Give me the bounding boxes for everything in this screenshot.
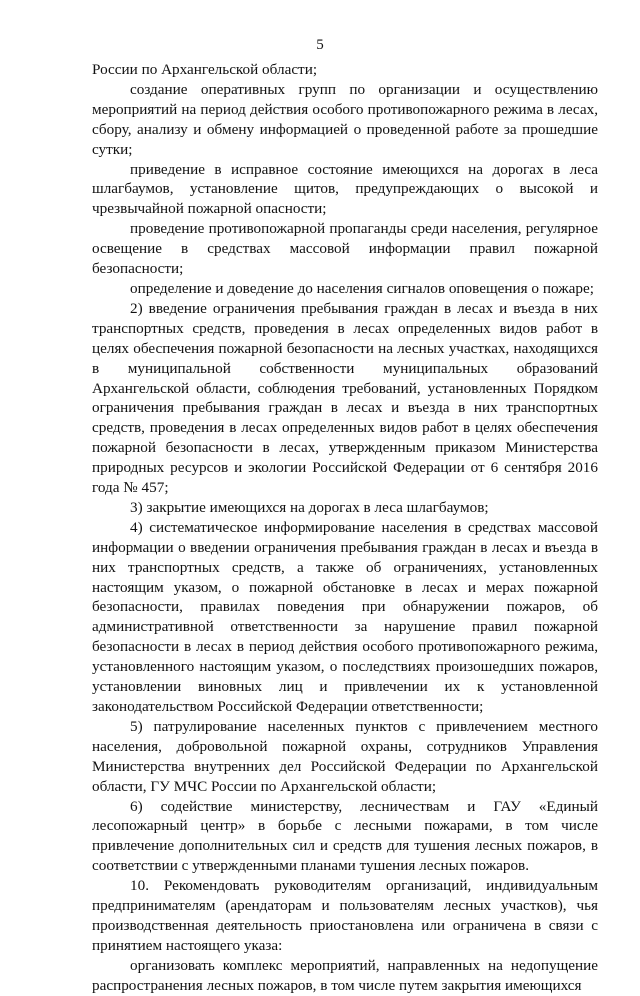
paragraph: определение и доведение до населения сигналов оповещения о пожаре; <box>130 279 594 297</box>
paragraph: организовать комплекс мероприятий, направленных на недопущение распространения лесных пожаров, в том числе путем закрытия имеющихся <box>92 956 598 994</box>
paragraph: 6) содействие министерству, лесничествам и ГАУ «Единый лесопожарный центр» в борьбе с лесными пожарами, в том числе привлечение дополнительных сил и средств для тушения лесных пожаров, в соответствии с утвержденными планами тушения лесных пожаров. <box>92 797 598 875</box>
paragraph: 4) систематическое информирование населения в средствах массовой информации о введении ограничения пребывания граждан в лесах и въезда в них транспортных средств, а также об ограничениях, установленных настоящим указом, о пожарной обстановке в лесах и мерах пожарной безопасности, правилах поведения при обнаружении пожаров, об административной ответственности за нарушение правил пожарной безопасности в лесах в период действия особого противопожарного режима, установленного настоящим указом, о последствиях произошедших пожаров, установлении виновных лиц и привлечении их к установленной законодательством Российской Федерации ответственности; <box>92 518 598 715</box>
paragraph: 2) введение ограничения пребывания граждан в лесах и въезда в них транспортных средств, проведения в лесах определенных видов работ в целях обеспечения пожарной безопасности на лесных участках, находящихся в муниципальной собственности муниципальных образований Архангельской области, соблюдения требований, установленных Порядком ограничения пребывания граждан в лесах и въезда в них транспортных средств, проведения в лесах определенных видов работ в целях обеспечения пожарной безопасности в лесах, утвержденным приказом Министерства природных ресурсов и экологии Российской Федерации от 6 сентября 2016 года № 457; <box>92 299 598 497</box>
paragraph: России по Архангельской области; <box>92 61 318 78</box>
paragraph: 10. Рекомендовать руководителям организаций, индивидуальным предпринимателям (арендаторам и пользователям лесных участков), чья производственная деятельность приостановлена или ограничена в связи с принятием настоящего указа: <box>92 877 598 954</box>
page-number: 5 <box>316 37 324 53</box>
document-body <box>92 60 598 996</box>
paragraph: создание оперативных групп по организации и осуществлению мероприятий на период действия особого противопожарного режима в лесах, сбору, анализу и обмену информацией о проведенной работе за прошедшие сутки; <box>92 80 598 158</box>
paragraph: 5) патрулирование населенных пунктов с привлечением местного населения, добровольной пожарной охраны, сотрудников Управления Министерства внутренних дел Российской Федерации по Архангельской области, ГУ МЧС России по Архангельской области; <box>92 717 598 795</box>
paragraph: проведение противопожарной пропаганды среди населения, регулярное освещение в средствах массовой информации правил пожарной безопасности; <box>92 220 598 278</box>
paragraph: 3) закрытие имеющихся на дорогах в леса шлагбаумов; <box>130 498 489 516</box>
paragraph: приведение в исправное состояние имеющихся на дорогах в леса шлагбаумов, установление щитов, предупреждающих о высокой и чрезвычайной пожарной опасности; <box>92 160 598 218</box>
